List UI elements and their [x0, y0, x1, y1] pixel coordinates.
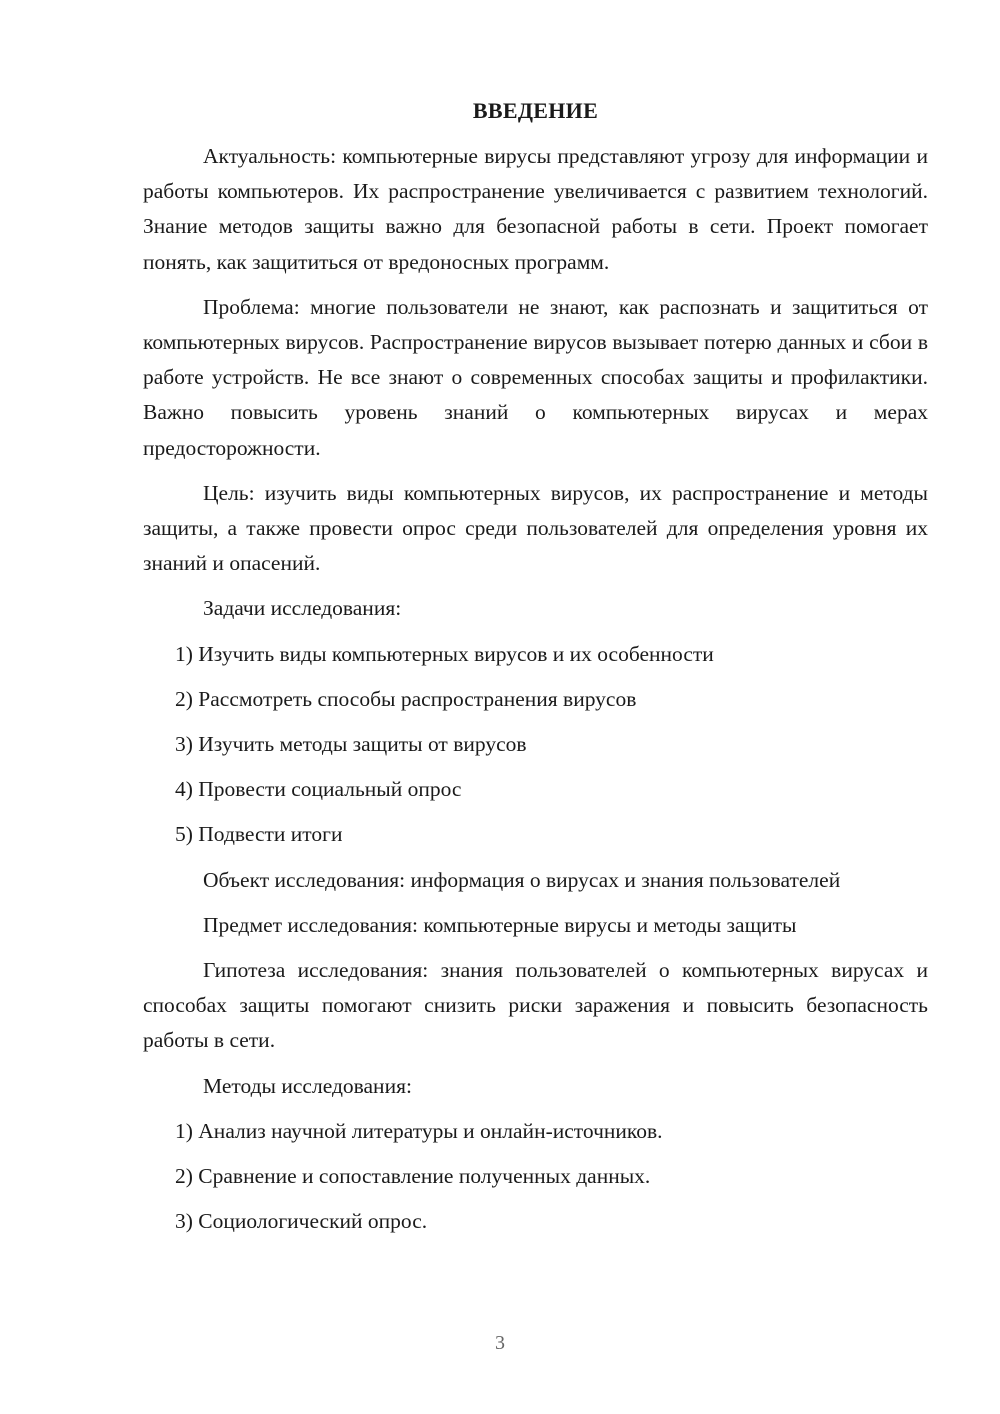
list-item: 1) Изучить виды компьютерных вирусов и их особенности: [175, 641, 714, 666]
methods-title: Методы исследования:: [203, 1073, 412, 1098]
list-item: 2) Сравнение и сопоставление полученных данных.: [175, 1164, 651, 1189]
relevance-paragraph: Актуальность: компьютерные вирусы представляют угрозу для информации и работы компьютеров. Их распространение увеличивается с развитием технологий. Знание методов защиты важно для безопасной работы в сети. Проект помогает понять, как защититься от вредоносных программ.: [143, 144, 928, 274]
tasks-title: Задачи исследования:: [203, 596, 402, 621]
object-paragraph: Объект исследования: информация о вирусах и знания пользователей: [203, 867, 841, 892]
list-item: 3) Изучить методы защиты от вирусов: [175, 732, 527, 757]
goal-paragraph: Цель: изучить виды компьютерных вирусов, их распространение и методы защиты, а также провести опрос среди пользователей для определения уровня их знаний и опасений.: [143, 480, 928, 576]
page-heading: ВВЕДЕНИЕ: [472, 98, 599, 123]
list-item: 5) Подвести итоги: [175, 822, 343, 847]
tasks-list: [143, 637, 928, 853]
hypothesis-paragraph: Гипотеза исследования: знания пользователей о компьютерных вирусах и способах защиты помогают снизить риски заражения и повысить безопасность работы в сети.: [143, 958, 928, 1053]
list-item: 4) Провести социальный опрос: [175, 777, 462, 802]
list-item: 1) Анализ научной литературы и онлайн-источников.: [175, 1118, 663, 1143]
list-item: 2) Рассмотреть способы распространения вирусов: [175, 686, 637, 711]
subject-paragraph: Предмет исследования: компьютерные вирусы и методы защиты: [203, 912, 797, 937]
methods-list: [143, 1114, 928, 1240]
page-number: 3: [495, 1332, 505, 1354]
problem-paragraph: Проблема: многие пользователи не знают, как распознать и защититься от компьютерных вирусов. Распространение вирусов вызывает потерю данных и сбои в работе устройств. Не все знают о современных способах защиты и профилактики. Важно повысить уровень знаний о компьютерных вирусах и мерах предосторожности.: [143, 294, 928, 460]
list-item: 3) Социологический опрос.: [175, 1209, 428, 1234]
document-page: [143, 95, 928, 1249]
